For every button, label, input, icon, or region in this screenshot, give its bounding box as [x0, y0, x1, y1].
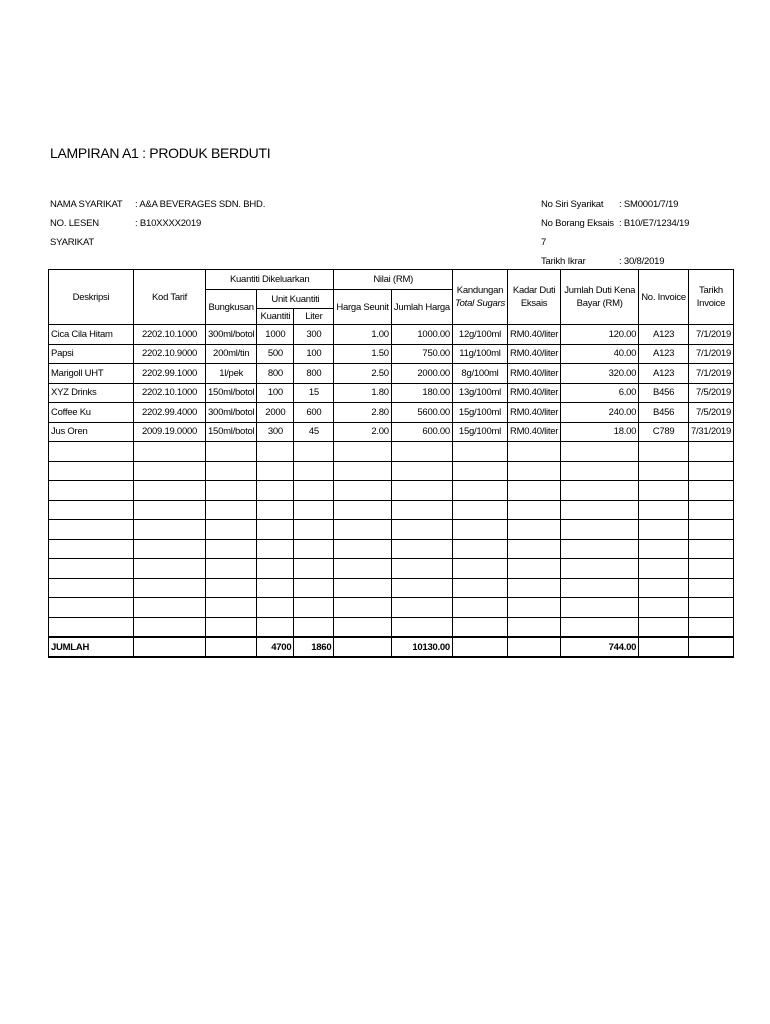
empty-cell — [507, 481, 560, 501]
empty-cell — [452, 461, 507, 481]
total-cell-empty — [507, 637, 560, 657]
empty-cell — [334, 520, 391, 540]
empty-cell — [507, 520, 560, 540]
cell-jumlah: 180.00 — [391, 383, 452, 403]
table-row — [49, 422, 734, 442]
empty-cell — [688, 598, 733, 618]
cell-sugar: 13g/100ml — [452, 383, 507, 403]
empty-cell — [561, 442, 639, 462]
empty-cell — [294, 481, 334, 501]
header-no-invoice: No. Invoice — [639, 270, 689, 325]
form-value: : B10/E7/1234/19 — [619, 218, 690, 229]
cell-kadar: RM0.40/liter — [507, 403, 560, 423]
cell-duti: 120.00 — [561, 325, 639, 345]
empty-cell — [391, 578, 452, 598]
total-cell-empty — [452, 637, 507, 657]
total-kuantiti: 4700 — [257, 637, 294, 657]
cell-kod: 2202.99.4000 — [134, 403, 206, 423]
cell-desc: Jus Oren — [49, 422, 134, 442]
empty-cell — [294, 461, 334, 481]
cell-liter: 15 — [294, 383, 334, 403]
header-tarikh-label: Tarikh — [699, 285, 723, 296]
cell-kadar: RM0.40/liter — [507, 383, 560, 403]
empty-cell — [334, 539, 391, 559]
empty-cell — [452, 520, 507, 540]
cell-liter: 45 — [294, 422, 334, 442]
empty-cell — [688, 539, 733, 559]
empty-cell — [391, 617, 452, 637]
empty-cell — [206, 598, 257, 618]
empty-cell — [334, 559, 391, 579]
empty-cell — [294, 598, 334, 618]
cell-bungkusan: 150ml/botol — [206, 383, 257, 403]
form-label: No Borang Eksais 7 — [541, 218, 614, 248]
empty-row — [49, 598, 734, 618]
empty-cell — [134, 442, 206, 462]
cell-desc: Marigoll UHT — [49, 364, 134, 384]
empty-cell — [507, 461, 560, 481]
empty-cell — [507, 617, 560, 637]
cell-kuantiti: 500 — [257, 344, 294, 364]
cell-harga: 1.50 — [334, 344, 391, 364]
header-kadar-duti-label: Kadar Duti — [512, 285, 556, 296]
table-row — [49, 383, 734, 403]
empty-cell — [639, 481, 689, 501]
empty-cell — [49, 520, 134, 540]
empty-cell — [639, 617, 689, 637]
date-label: Tarikh Ikrar — [541, 256, 586, 267]
cell-jumlah: 750.00 — [391, 344, 452, 364]
empty-cell — [561, 598, 639, 618]
cell-kod: 2202.10.9000 — [134, 344, 206, 364]
empty-cell — [688, 461, 733, 481]
cell-tarikh: 7/1/2019 — [688, 325, 733, 345]
empty-cell — [688, 559, 733, 579]
page-title: LAMPIRAN A1 : PRODUK BERDUTI — [50, 145, 271, 161]
empty-cell — [507, 578, 560, 598]
empty-cell — [507, 539, 560, 559]
cell-invoice: C789 — [639, 422, 689, 442]
empty-cell — [391, 559, 452, 579]
empty-cell — [49, 559, 134, 579]
empty-cell — [49, 442, 134, 462]
empty-cell — [688, 481, 733, 501]
empty-cell — [639, 598, 689, 618]
company-name-label: NAMA SYARIKAT — [50, 199, 123, 210]
cell-bungkusan: 300ml/botol — [206, 403, 257, 423]
empty-cell — [561, 559, 639, 579]
empty-row — [49, 461, 734, 481]
header-unit-kuantiti: Unit Kuantiti — [257, 290, 334, 309]
empty-cell — [639, 539, 689, 559]
header-kandungan-label: Kandungan — [456, 285, 504, 296]
cell-tarikh: 7/31/2019 — [688, 422, 733, 442]
empty-cell — [452, 442, 507, 462]
empty-cell — [134, 461, 206, 481]
cell-kuantiti: 100 — [257, 383, 294, 403]
cell-harga: 1.00 — [334, 325, 391, 345]
empty-cell — [257, 442, 294, 462]
empty-row — [49, 559, 734, 579]
empty-cell — [134, 539, 206, 559]
cell-kod: 2202.99.1000 — [134, 364, 206, 384]
empty-cell — [688, 520, 733, 540]
empty-cell — [639, 578, 689, 598]
empty-row — [49, 442, 734, 462]
empty-cell — [391, 598, 452, 618]
empty-cell — [134, 617, 206, 637]
company-info — [50, 195, 265, 252]
empty-cell — [639, 500, 689, 520]
empty-cell — [257, 500, 294, 520]
empty-row — [49, 481, 734, 501]
cell-kadar: RM0.40/liter — [507, 364, 560, 384]
empty-cell — [134, 578, 206, 598]
empty-cell — [507, 559, 560, 579]
empty-cell — [206, 500, 257, 520]
total-row — [49, 637, 734, 657]
empty-cell — [49, 617, 134, 637]
total-duti: 744.00 — [561, 637, 639, 657]
cell-liter: 300 — [294, 325, 334, 345]
empty-cell — [49, 598, 134, 618]
empty-cell — [206, 442, 257, 462]
total-label: JUMLAH — [49, 637, 134, 657]
empty-cell — [294, 520, 334, 540]
header-bayar-label: Bayar (RM) — [576, 298, 623, 309]
cell-sugar: 15g/100ml — [452, 422, 507, 442]
header-jumlah-harga: Jumlah Harga — [391, 290, 452, 325]
empty-cell — [257, 617, 294, 637]
empty-cell — [206, 461, 257, 481]
empty-row — [49, 578, 734, 598]
cell-kuantiti: 300 — [257, 422, 294, 442]
date-value: : 30/8/2019 — [619, 256, 665, 267]
cell-sugar: 12g/100ml — [452, 325, 507, 345]
cell-kadar: RM0.40/liter — [507, 422, 560, 442]
empty-cell — [639, 520, 689, 540]
header-nilai: Nilai (RM) — [334, 270, 453, 290]
empty-row — [49, 520, 734, 540]
header-liter: Liter — [294, 309, 334, 325]
empty-cell — [452, 500, 507, 520]
empty-cell — [257, 559, 294, 579]
empty-cell — [294, 442, 334, 462]
header-kadar-duti — [507, 270, 560, 325]
empty-cell — [391, 500, 452, 520]
empty-cell — [49, 539, 134, 559]
empty-cell — [334, 578, 391, 598]
cell-bungkusan: 300ml/botol — [206, 325, 257, 345]
cell-harga: 1.80 — [334, 383, 391, 403]
header-tarikh-invoice — [688, 270, 733, 325]
empty-cell — [391, 539, 452, 559]
empty-cell — [49, 578, 134, 598]
cell-sugar: 11g/100ml — [452, 344, 507, 364]
header-jumlah-duti-label: Jumlah Duti Kena — [564, 285, 636, 296]
cell-harga: 2.80 — [334, 403, 391, 423]
empty-cell — [507, 500, 560, 520]
cell-harga: 2.00 — [334, 422, 391, 442]
empty-cell — [294, 539, 334, 559]
cell-kuantiti: 2000 — [257, 403, 294, 423]
empty-cell — [257, 481, 294, 501]
cell-invoice: B456 — [639, 403, 689, 423]
cell-kod: 2009.19.0000 — [134, 422, 206, 442]
empty-cell — [206, 539, 257, 559]
empty-cell — [561, 520, 639, 540]
empty-cell — [561, 481, 639, 501]
empty-cell — [688, 500, 733, 520]
empty-cell — [391, 461, 452, 481]
empty-cell — [507, 598, 560, 618]
empty-cell — [452, 539, 507, 559]
cell-desc: Coffee Ku — [49, 403, 134, 423]
cell-liter: 600 — [294, 403, 334, 423]
cell-duti: 320.00 — [561, 364, 639, 384]
empty-cell — [257, 520, 294, 540]
table-row — [49, 364, 734, 384]
empty-cell — [49, 500, 134, 520]
empty-cell — [391, 442, 452, 462]
cell-kod: 2202.10.1000 — [134, 325, 206, 345]
total-cell-empty — [639, 637, 689, 657]
empty-cell — [452, 578, 507, 598]
empty-cell — [688, 442, 733, 462]
header-jumlah-duti — [561, 270, 639, 325]
cell-liter: 800 — [294, 364, 334, 384]
empty-cell — [561, 617, 639, 637]
cell-desc: Papsi — [49, 344, 134, 364]
header-invoice-label: Invoice — [696, 298, 726, 309]
table-body — [49, 325, 734, 638]
empty-cell — [507, 442, 560, 462]
empty-cell — [334, 442, 391, 462]
cell-kadar: RM0.40/liter — [507, 344, 560, 364]
cell-sugar: 15g/100ml — [452, 403, 507, 423]
reference-info — [541, 195, 689, 271]
table-row — [49, 403, 734, 423]
empty-cell — [257, 539, 294, 559]
empty-cell — [257, 461, 294, 481]
cell-duti: 40.00 — [561, 344, 639, 364]
empty-cell — [688, 578, 733, 598]
empty-cell — [49, 461, 134, 481]
cell-duti: 6.00 — [561, 383, 639, 403]
cell-jumlah: 5600.00 — [391, 403, 452, 423]
total-liter: 1860 — [294, 637, 334, 657]
empty-cell — [134, 520, 206, 540]
cell-bungkusan: 150ml/botol — [206, 422, 257, 442]
empty-cell — [561, 539, 639, 559]
table-row — [49, 325, 734, 345]
table-row — [49, 344, 734, 364]
cell-harga: 2.50 — [334, 364, 391, 384]
empty-cell — [294, 559, 334, 579]
empty-cell — [391, 520, 452, 540]
header-kod-tarif: Kod Tarif — [134, 270, 206, 325]
cell-tarikh: 7/5/2019 — [688, 383, 733, 403]
header-kandungan — [452, 270, 507, 325]
cell-sugar: 8g/100ml — [452, 364, 507, 384]
empty-row — [49, 617, 734, 637]
empty-cell — [688, 617, 733, 637]
empty-cell — [639, 461, 689, 481]
empty-cell — [334, 500, 391, 520]
total-cell-empty — [206, 637, 257, 657]
header-kuantiti-dikeluarkan: Kuantiti Dikeluarkan — [206, 270, 334, 290]
total-cell-empty — [334, 637, 391, 657]
cell-tarikh: 7/1/2019 — [688, 364, 733, 384]
license-value: : B10XXXX2019 — [135, 218, 202, 229]
empty-row — [49, 539, 734, 559]
empty-cell — [294, 617, 334, 637]
cell-duti: 18.00 — [561, 422, 639, 442]
cell-invoice: A123 — [639, 325, 689, 345]
duty-products-table — [48, 269, 734, 658]
empty-cell — [639, 559, 689, 579]
empty-cell — [334, 617, 391, 637]
empty-cell — [639, 442, 689, 462]
empty-row — [49, 500, 734, 520]
empty-cell — [206, 520, 257, 540]
total-jumlah-harga: 10130.00 — [391, 637, 452, 657]
cell-invoice: B456 — [639, 383, 689, 403]
empty-cell — [134, 481, 206, 501]
empty-cell — [206, 578, 257, 598]
cell-bungkusan: 200ml/tin — [206, 344, 257, 364]
cell-kadar: RM0.40/liter — [507, 325, 560, 345]
company-name-value: : A&A BEVERAGES SDN. BHD. — [135, 199, 266, 210]
empty-cell — [452, 617, 507, 637]
cell-bungkusan: 1l/pek — [206, 364, 257, 384]
empty-cell — [561, 500, 639, 520]
empty-cell — [294, 500, 334, 520]
empty-cell — [257, 598, 294, 618]
empty-cell — [294, 578, 334, 598]
total-cell-empty — [688, 637, 733, 657]
cell-desc: Cica Cila Hitam — [49, 325, 134, 345]
empty-cell — [452, 598, 507, 618]
empty-cell — [257, 578, 294, 598]
empty-cell — [452, 481, 507, 501]
empty-cell — [561, 578, 639, 598]
empty-cell — [206, 481, 257, 501]
header-kuantiti: Kuantiti — [257, 309, 294, 325]
empty-cell — [452, 559, 507, 579]
cell-kod: 2202.10.1000 — [134, 383, 206, 403]
cell-desc: XYZ Drinks — [49, 383, 134, 403]
cell-invoice: A123 — [639, 344, 689, 364]
empty-cell — [206, 617, 257, 637]
empty-cell — [49, 481, 134, 501]
cell-jumlah: 1000.00 — [391, 325, 452, 345]
header-eksais-label: Eksais — [520, 298, 548, 309]
serial-label: No Siri Syarikat — [541, 199, 604, 210]
header-harga-seunit: Harga Seunit — [334, 290, 391, 325]
empty-cell — [391, 481, 452, 501]
cell-kuantiti: 1000 — [257, 325, 294, 345]
cell-invoice: A123 — [639, 364, 689, 384]
empty-cell — [134, 598, 206, 618]
header-total-sugars-label: Total Sugars — [454, 298, 505, 309]
total-cell-empty — [134, 637, 206, 657]
empty-cell — [334, 481, 391, 501]
cell-jumlah: 600.00 — [391, 422, 452, 442]
empty-cell — [134, 500, 206, 520]
cell-jumlah: 2000.00 — [391, 364, 452, 384]
cell-liter: 100 — [294, 344, 334, 364]
cell-tarikh: 7/5/2019 — [688, 403, 733, 423]
empty-cell — [334, 598, 391, 618]
empty-cell — [561, 461, 639, 481]
empty-cell — [134, 559, 206, 579]
serial-value: : SM0001/7/19 — [619, 199, 679, 210]
cell-duti: 240.00 — [561, 403, 639, 423]
cell-tarikh: 7/1/2019 — [688, 344, 733, 364]
header-bungkusan: Bungkusan — [206, 290, 257, 325]
cell-kuantiti: 800 — [257, 364, 294, 384]
empty-cell — [334, 461, 391, 481]
header-deskripsi: Deskripsi — [49, 270, 134, 325]
empty-cell — [206, 559, 257, 579]
license-label: NO. LESEN SYARIKAT — [50, 218, 99, 248]
